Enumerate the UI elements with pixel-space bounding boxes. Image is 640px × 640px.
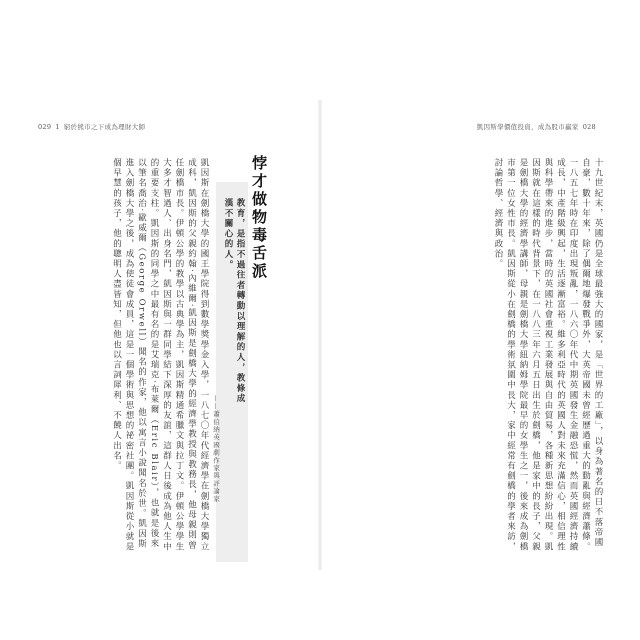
epigraph-source: ——蕭伯納英國劇作家與評論家 — [212, 395, 220, 503]
section-title: 悖才做物毒舌派 — [250, 155, 268, 281]
page-number-right: 028 — [582, 123, 596, 131]
chapter-number: 1 — [55, 123, 60, 131]
running-head-left — [38, 122, 145, 131]
running-head-left-text: 窮於熊市之下成為理財大師 — [63, 123, 146, 131]
right-page — [320, 0, 640, 640]
page-number-left: 029 — [38, 123, 52, 131]
epigraph-quote: 教育，是指不過往者轉動以理解的人，教條成漢不關心的人。 — [223, 198, 245, 404]
left-body-text: 凱因斯在劍橋大學的國王學院得到數學獎學金入學，一八七〇年代經濟學在劍橋大學獨立成科，凱因斯的父親約翰‧內維爾‧凱因斯是劍橋大學的經濟學教授與教務長，他母親則曾任劍橋市長。伊頓公學的教學以古典學為主，凱因斯精通希臘文與拉丁文。伊頓公學學生大多才智過人、出身名門，凱因斯與一群同學結下深厚的友誼，這群人日後成為他人生中的重要支柱。凱因斯的同學之中最有名的是艾瑞克‧布萊爾（Eric Blair），也就是後來以筆名喬治‧歐威爾（George Orwell）聞名的作家，他以寓言小說聞名於世。凱因斯進入劍橋大學之後，成為使徒會成員，這是一個學術與思想的祕密社團。凱因斯從小就是個早慧的孩子，他的聰明人盡皆知，但他也以言詞犀利、不饒人出名。 — [111, 158, 209, 552]
running-head-right — [477, 122, 600, 131]
right-body-text: 十九世紀末，英國仍是全球最強大的國家，是「世界的工廠」，以身為著名的日不落帝國自豪，數十年來，除了偶爾地爆發戰爭外，大英帝國未曾經歷過重大的動亂與經濟蕭條。一八五七年時在印度出現叛亂，一八六〇年代中期英國發生金融恐慌，然而英國經濟持續成長，中產階級興起，生活逐漸富裕。維多利亞時代的英國人對未來充滿信心，相信理性與科學帶來的進步，當時的英國社會重視工業發展與自由貿易，各種新思想紛紛出現。凱因斯就在這樣的時代背景下，在一八八三年六月五日出生於劍橋，他是家中的長子，父親是劍橋大學的經濟學講師，母親是劍橋大學紐納姆學院最早的女學生之一，後來成為劍橋市第一位女性市長。凱因斯從小在劍橋的學術氛圍中長大，家中經常有劍橋的學者來訪，討論哲學、經濟與政治。 — [493, 158, 603, 552]
running-head-right-text: 凱因斯學價值投資，成為股市贏家 — [476, 123, 579, 131]
